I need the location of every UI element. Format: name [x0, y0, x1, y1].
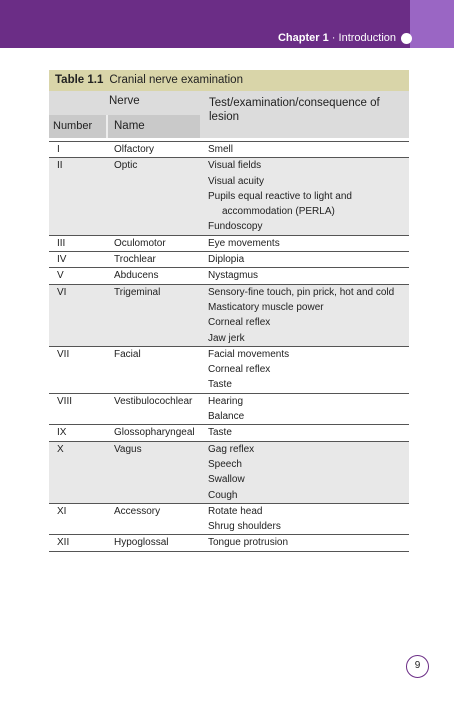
- nerve-name: Vestibulocochlear: [114, 395, 193, 407]
- header-tab: [410, 0, 454, 48]
- table-body: [49, 141, 409, 552]
- header-name: Name: [106, 115, 200, 138]
- chapter-heading: [278, 32, 396, 44]
- table-row: [49, 141, 409, 158]
- test-item: Tongue protrusion: [208, 537, 289, 549]
- cranial-nerve-table: [49, 70, 409, 552]
- nerve-number: IX: [57, 427, 67, 439]
- table-row: [49, 268, 409, 284]
- test-item: Swallow: [208, 474, 245, 486]
- test-item: Taste: [208, 379, 232, 391]
- table-row: [49, 158, 409, 235]
- nerve-number: VIII: [57, 395, 73, 407]
- nerve-tests: [201, 504, 409, 535]
- test-item: Pupils equal reactive to light and: [208, 190, 352, 202]
- table-row: [49, 442, 409, 504]
- nerve-number: II: [57, 160, 63, 172]
- table-caption-title: Cranial nerve examination: [109, 74, 243, 86]
- nerve-name: Hypoglossal: [114, 537, 169, 549]
- table-row: [49, 285, 409, 347]
- table-row: [49, 535, 409, 551]
- test-item: Balance: [208, 411, 245, 423]
- test-item: Sensory-fine touch, pin prick, hot and cold: [208, 286, 395, 298]
- test-item: Taste: [208, 427, 232, 439]
- nerve-tests: [201, 425, 409, 440]
- nerve-number: V: [57, 270, 64, 282]
- test-item: Jaw jerk: [208, 332, 245, 344]
- nerve-tests: [201, 535, 409, 550]
- test-item: Gag reflex: [208, 443, 255, 455]
- nerve-tests: [201, 252, 409, 267]
- nerve-name: Olfactory: [114, 144, 155, 155]
- test-item: accommodation (PERLA): [222, 206, 335, 218]
- nerve-name: Vagus: [114, 443, 142, 455]
- nerve-tests: [201, 394, 409, 425]
- nerve-name: Accessory: [114, 505, 161, 517]
- nerve-name: Oculomotor: [114, 237, 166, 249]
- table-row: [49, 394, 409, 426]
- test-item: Masticatory muscle power: [208, 301, 324, 313]
- header-nerve: Nerve: [109, 95, 140, 107]
- nerve-tests: [201, 442, 409, 503]
- test-item: Fundoscopy: [208, 221, 263, 233]
- test-item: Speech: [208, 458, 242, 470]
- table-caption-number: Table 1.1: [55, 74, 104, 86]
- table-header: [49, 91, 409, 138]
- table-row: [49, 347, 409, 394]
- nerve-number: III: [57, 237, 66, 249]
- nerve-tests: [201, 347, 409, 393]
- nerve-number: VII: [57, 348, 70, 360]
- nerve-name: Glossopharyngeal: [114, 427, 195, 439]
- test-item: Corneal reflex: [208, 364, 271, 376]
- table-row: [49, 504, 409, 536]
- table-row: [49, 252, 409, 268]
- table-row: [49, 236, 409, 252]
- test-item: Facial movements: [208, 348, 290, 360]
- nerve-number: VI: [57, 286, 67, 298]
- test-item: Eye movements: [208, 237, 280, 249]
- nerve-tests: [201, 268, 409, 283]
- nerve-name: Optic: [114, 160, 138, 172]
- nerve-number: IV: [57, 254, 67, 266]
- nerve-name: Abducens: [114, 270, 159, 282]
- test-item: Diplopia: [208, 254, 245, 266]
- nerve-name: Trochlear: [114, 254, 156, 266]
- page-number: 9: [406, 655, 429, 678]
- test-item: Visual fields: [208, 160, 262, 172]
- test-item: Visual acuity: [208, 175, 264, 187]
- table-row: [49, 425, 409, 441]
- chapter-label: Chapter 1: [277, 32, 329, 44]
- nerve-tests: [201, 285, 409, 346]
- test-item: Nystagmus: [208, 270, 259, 282]
- test-item: Shrug shoulders: [208, 521, 281, 533]
- chapter-dot: [401, 33, 412, 44]
- test-item: Smell: [208, 144, 234, 155]
- test-item: Hearing: [208, 395, 244, 407]
- chapter-separator: ·: [328, 32, 339, 44]
- nerve-number: XII: [57, 537, 70, 549]
- nerve-name: Facial: [114, 348, 141, 360]
- table-caption: [49, 70, 409, 91]
- chapter-title: Introduction: [338, 32, 396, 44]
- nerve-tests: [201, 236, 409, 251]
- test-item: Corneal reflex: [208, 317, 271, 329]
- nerve-tests: [201, 158, 409, 234]
- test-item: Rotate head: [208, 505, 263, 517]
- nerve-tests: [201, 142, 409, 157]
- header-test: Test/examination/consequence of lesion: [209, 97, 380, 123]
- header-number: Number: [49, 115, 106, 138]
- nerve-number: X: [57, 443, 64, 455]
- test-item: Cough: [208, 489, 238, 501]
- nerve-name: Trigeminal: [114, 286, 161, 298]
- nerve-number: XI: [57, 505, 67, 517]
- nerve-number: I: [57, 144, 60, 155]
